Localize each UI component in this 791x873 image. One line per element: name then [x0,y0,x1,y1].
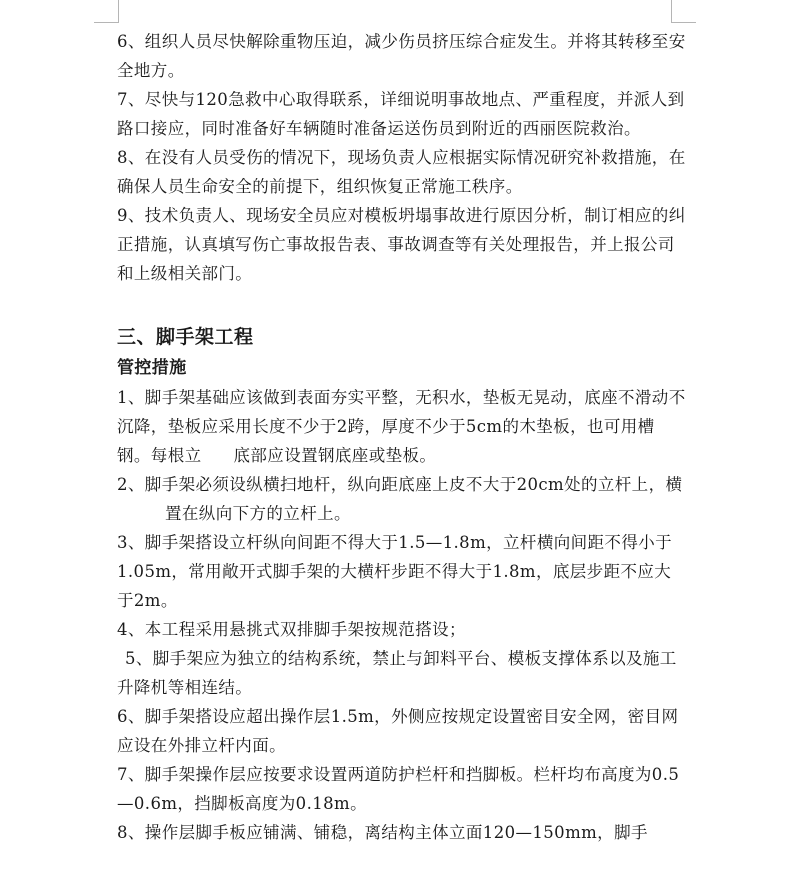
item2-text-part2: 置在纵向下方的立杆上。 [165,504,351,523]
page-corner-mark-left [94,0,119,23]
list-item: 8、操作层脚手板应铺满、铺稳，离结构主体立面120—150mm，脚手 [117,823,648,842]
list-item: 7、脚手架操作层应按要求设置两道防护栏杆和挡脚板。栏杆均布高度为0.5—0.6m，挡脚板高度为0.18m。 [117,765,680,813]
section-heading: 三、脚手架工程 [117,326,254,348]
item1-text-part1: 1、脚手架基础应该做到表面夯实平整，无积水，垫板无晃动，底座不滑动不沉降，垫板应采用长度不少于2跨，厚度不少于5cm的木垫板，也可用槽钢。每根立 [117,388,686,465]
page-corner-mark-right [671,0,696,23]
list-item: 9、技术负责人、现场安全员应对模板坍塌事故进行原因分析，制订相应的纠正措施，认真填写伤亡事故报告表、事故调查等有关处理报告，并上报公司和上级相关部门。 [117,206,686,283]
item1-text-part2: 底部应设置钢底座或垫板。 [233,446,437,465]
list-item [117,470,687,528]
section-gap [117,288,687,321]
list-item: 7、尽快与120急救中心取得联系，详细说明事故地点、严重程度，并派人到路口接应，同时准备好车辆随时准备运送伤员到附近的西丽医院救治。 [117,90,685,138]
list-item: 3、脚手架搭设立杆纵向间距不得大于1.5—1.8m，立杆横向间距不得小于1.05m，常用敞开式脚手架的大横杆步距不得大于1.8m，底层步距不应大于2m。 [117,533,673,610]
sub-heading: 管控措施 [117,358,187,378]
list-item: 4、本工程采用悬挑式双排脚手架按规范搭设； [117,620,466,639]
list-item: 6、组织人员尽快解除重物压迫，减少伤员挤压综合症发生。并将其转移至安全地方。 [117,32,686,80]
list-item: 5、脚手架应为独立的结构系统，禁止与卸料平台、模板支撑体系以及施工升降机等相连结。 [117,649,677,697]
document-body [117,27,687,847]
list-item [117,383,687,470]
item2-text-part1: 2、脚手架必须设纵横扫地杆，纵向距底座上皮不大于20cm处的立杆上，横 [117,475,683,494]
list-item: 6、脚手架搭设应超出操作层1.5m，外侧应按规定设置密目安全网，密目网应设在外排立杆内面。 [117,707,679,755]
list-item: 8、在没有人员受伤的情况下，现场负责人应根据实际情况研究补救措施，在确保人员生命安全的前提下，组织恢复正常施工秩序。 [117,148,686,196]
